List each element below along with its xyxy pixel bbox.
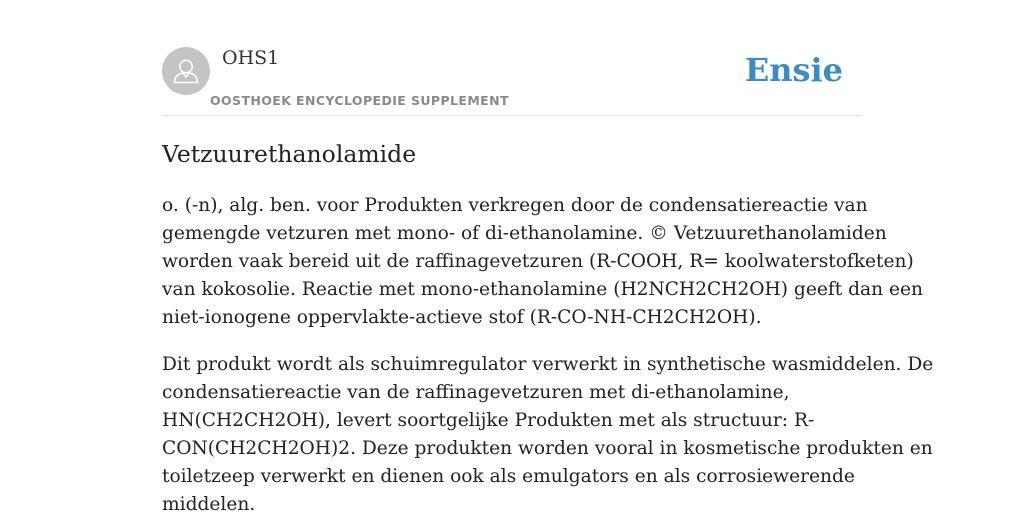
paragraph-line: HN(CH2CH2OH), levert soortgelijke Produkten met als structuur: R- bbox=[162, 410, 815, 431]
article-paragraph bbox=[162, 192, 923, 332]
entry-title: Vetzuurethanolamide bbox=[162, 140, 417, 168]
paragraph-line: middelen. bbox=[162, 494, 256, 512]
paragraph-line: o. (-n), alg. ben. voor Produkten verkregen door de condensatiereactie van bbox=[162, 195, 868, 216]
paragraph-line: gemengde vetzuren met mono- of di-ethanolamine. © Vetzuurethanolamiden bbox=[162, 223, 887, 244]
article bbox=[162, 136, 934, 512]
paragraph-line: worden vaak bereid uit de raffinagevetzuren (R-COOH, R= koolwaterstofketen) bbox=[162, 251, 914, 272]
site-logo[interactable]: Ensie bbox=[744, 51, 843, 89]
paragraph-line: toiletzeep verwerkt en dienen ook als emulgators en als corrosiewerende bbox=[162, 466, 855, 487]
source-name[interactable]: OOSTHOEK ENCYCLOPEDIE SUPPLEMENT bbox=[210, 93, 509, 108]
avatar[interactable] bbox=[162, 47, 210, 95]
paragraph-line: condensatiereactie van de raffinagevetzuren met di-ethanolamine, bbox=[162, 382, 790, 403]
article-paragraph bbox=[162, 351, 934, 512]
entry-header bbox=[162, 0, 862, 116]
user-silhouette-icon bbox=[162, 47, 210, 95]
paragraph-line: CON(CH2CH2OH)2. Deze produkten worden vooral in kosmetische produkten en bbox=[162, 438, 933, 459]
paragraph-line: niet-ionogene oppervlakte-actieve stof (R-CO-NH-CH2CH2OH). bbox=[162, 307, 762, 328]
author-name[interactable]: OHS1 bbox=[222, 47, 280, 69]
paragraph-line: Dit produkt wordt als schuimregulator verwerkt in synthetische wasmiddelen. De bbox=[162, 354, 934, 375]
paragraph-line: van kokosolie. Reactie met mono-ethanolamine (H2NCH2CH2OH) geeft dan een bbox=[162, 279, 923, 300]
